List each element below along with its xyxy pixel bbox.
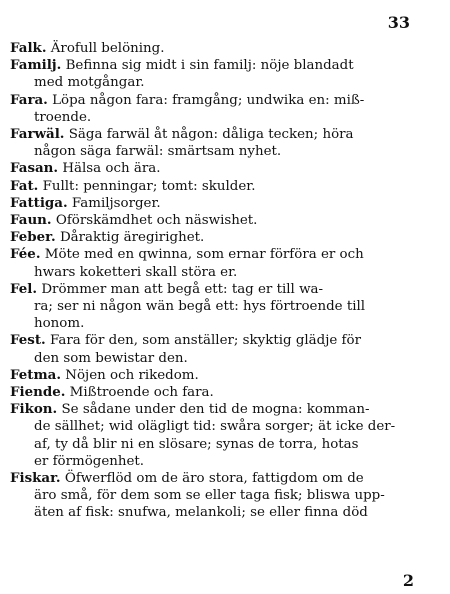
entry-first-line [10, 229, 430, 246]
entry-first-line [10, 212, 430, 229]
entry-first-line [10, 160, 430, 177]
entry-text: ra; ser ni någon wän begå ett: hys förtroende till [34, 299, 366, 315]
dictionary-entry [10, 229, 430, 246]
entry-text: Fara för den, som anställer; skyktig glädje för [49, 333, 361, 349]
entry-first-line [10, 470, 430, 487]
entry-headword: Fattiga. [10, 194, 68, 211]
entry-continuation-line [10, 109, 430, 126]
entry-headword: Familj. [10, 57, 62, 74]
entry-headword: Fara. [10, 91, 48, 108]
entry-headword: Fasan. [10, 160, 59, 177]
entry-continuation-line [10, 487, 430, 504]
entry-text: Löpa någon fara: framgång; undwika en: miß- [52, 92, 365, 108]
entry-text: Hälsa och ära. [62, 161, 161, 177]
entry-text: Se sådane under den tid de mogna: komman- [61, 402, 370, 418]
entry-headword: Fée. [10, 246, 41, 263]
dictionary-entry [10, 160, 430, 177]
entry-text: Säga farwäl åt någon: dåliga tecken; höra [68, 127, 354, 143]
entry-text: af, ty då blir ni en slösare; synas de torra, hotas [34, 436, 359, 452]
entry-headword: Faun. [10, 212, 52, 229]
page-number: 33 [387, 13, 410, 32]
entry-first-line [10, 195, 430, 212]
entry-headword: Falk. [10, 40, 47, 56]
entry-continuation-line [10, 143, 430, 160]
entry-continuation-line [10, 298, 430, 315]
entry-continuation-line [10, 264, 430, 281]
entry-text: Möte med en qwinna, som ernar förföra er och [44, 247, 364, 263]
entry-text: Dåraktig äregirighet. [59, 230, 205, 246]
entry-text: Oförskämdhet och näswishet. [55, 213, 258, 229]
entry-first-line [10, 401, 430, 418]
entry-text: honom. [34, 316, 85, 332]
entry-text: Mißtroende och fara. [69, 385, 214, 401]
entry-continuation-line [10, 74, 430, 91]
entry-text: Ärofull belöning. [50, 41, 165, 56]
entry-first-line [10, 281, 430, 298]
dictionary-entry [10, 57, 430, 91]
dictionary-entry [10, 212, 430, 229]
entry-continuation-line [10, 504, 430, 521]
dictionary-entry [10, 332, 430, 366]
entry-headword: Fel. [10, 280, 38, 297]
entry-continuation-line [10, 315, 430, 332]
entry-text: hwars koketteri skall störa er. [34, 264, 238, 280]
entry-first-line [10, 384, 430, 401]
entry-first-line [10, 57, 430, 74]
entry-text: troende. [34, 109, 92, 125]
entry-text: någon säga farwäl: smärtsam nyhet. [34, 144, 282, 160]
entry-headword: Fest. [10, 332, 46, 349]
entry-first-line [10, 92, 430, 109]
entry-first-line [10, 40, 430, 57]
entry-first-line [10, 246, 430, 263]
entry-first-line [10, 332, 430, 349]
dictionary-entry [10, 367, 430, 384]
entry-first-line [10, 367, 430, 384]
dictionary-entry [10, 470, 430, 522]
dictionary-entry [10, 92, 430, 126]
entry-headword: Fiende. [10, 384, 66, 401]
entry-text: de sällhet; wid olägligt tid: swåra sorger; ät icke der- [34, 419, 396, 435]
dictionary-entry [10, 384, 430, 401]
entry-headword: Fetma. [10, 366, 61, 383]
entry-text: er förmögenhet. [34, 453, 145, 469]
entry-text: äro små, för dem som se eller taga fisk; bliswa upp- [34, 488, 385, 504]
entry-continuation-line [10, 436, 430, 453]
entry-first-line [10, 178, 430, 195]
dictionary-entries [10, 40, 430, 522]
entry-text: Nöjen och rikedom. [65, 367, 199, 383]
entry-continuation-line [10, 350, 430, 367]
entry-headword: Fat. [10, 177, 39, 194]
entry-headword: Farwäl. [10, 126, 65, 143]
entry-continuation-line [10, 418, 430, 435]
entry-headword: Fikon. [10, 401, 58, 418]
entry-text: äten af fisk: snufwa, melankoli; se eller finna död [34, 505, 368, 521]
entry-text: den som bewistar den. [34, 350, 188, 366]
entry-first-line [10, 126, 430, 143]
dictionary-entry [10, 126, 430, 160]
entry-text: Öfwerflöd om de äro stora, fattigdom om de [64, 471, 364, 487]
dictionary-entry [10, 401, 430, 470]
entry-continuation-line [10, 453, 430, 470]
entry-text: Fullt: penningar; tomt: skulder. [42, 178, 256, 194]
entry-text: med motgångar. [34, 75, 145, 91]
entry-headword: Fiskar. [10, 470, 61, 487]
dictionary-entry [10, 195, 430, 212]
dictionary-entry [10, 246, 430, 280]
dictionary-entry [10, 178, 430, 195]
entry-headword: Feber. [10, 229, 56, 246]
signature-mark: 2 [402, 571, 414, 590]
dictionary-entry [10, 281, 430, 333]
entry-text: Befinna sig midt i sin familj: nöje blandadt [65, 58, 354, 74]
dictionary-entry [10, 40, 430, 57]
entry-text: Drömmer man att begå ett: tag er till wa- [41, 281, 324, 297]
entry-text: Familjsorger. [71, 195, 161, 211]
